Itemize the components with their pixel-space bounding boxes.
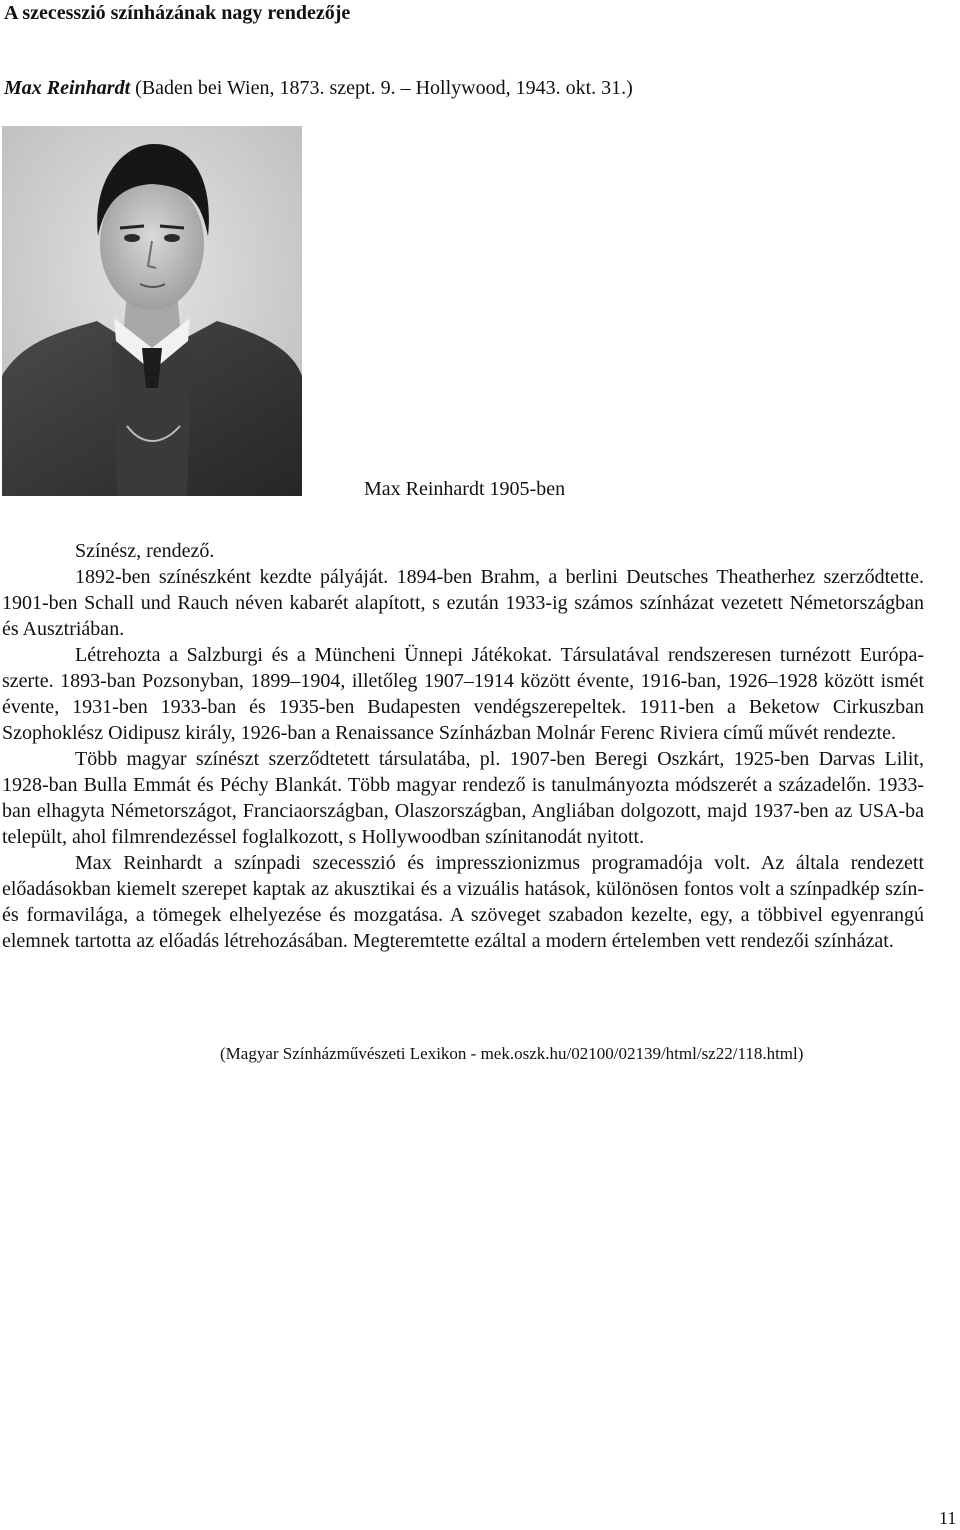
paragraph: Max Reinhardt a színpadi szecesszió és impresszionizmus programadója volt. Az általa rendezett előadásokban kiemelt szerepet kaptak az akusztikai és a vizuális hatások, különösen fontos volt a színpadkép szín- és formavilága, a tömegek elhelyezése és mozgatása. A szöveget szabadon kezelte, egy, a többivel egyenrangú elemnek tartotta az előadás létrehozásában. Megteremtette ezáltal a modern értelemben vett rendezői színházat. xyxy=(2,852,924,952)
page-number: 11 xyxy=(939,1508,957,1528)
photo-caption: Max Reinhardt 1905-ben xyxy=(364,478,566,500)
paragraph: Létrehozta a Salzburgi és a Müncheni Ünnepi Játékokat. Társulatával rendszeresen turnézott Európa-szerte. 1893-ban Pozsonyban, 1899–1904, illetőleg 1907–1914 között évente, 1916-ban, 1926–1928 között ismét évente, 1931-ben 1933-ban és 1935-ben Budapesten vendégszerepeltek. 1911-ben a Beketow Cirkuszban Szophoklész Oidipusz király, 1926-ban a Renaissance Színházban Molnár Ferenc Riviera című művét rendezte. xyxy=(2,644,924,744)
paragraph: Több magyar színészt szerződtetett társulatába, pl. 1907-ben Beregi Oszkárt, 1925-ben Darvas Lilit, 1928-ban Bulla Emmát és Péchy Blankát. Több magyar rendező is tanulmányozta módszerét a századelőn. 1933-ban elhagyta Németországot, Franciaországban, Olaszországban, Angliában dolgozott, majd 1937-ben az USA-ba települt, ahol filmrendezéssel foglalkozott, s Hollywoodban színitanodát nyitott. xyxy=(2,748,924,848)
portrait-illustration xyxy=(2,126,302,496)
portrait-photo xyxy=(2,126,302,496)
subtitle xyxy=(4,77,633,100)
subject-name: Max Reinhardt xyxy=(4,77,131,99)
paragraph: Színész, rendező. xyxy=(75,540,215,562)
article-body xyxy=(2,538,924,954)
subject-dates: (Baden bei Wien, 1873. szept. 9. – Hollywood, 1943. okt. 31.) xyxy=(130,77,633,99)
page-title: A szecesszió színházának nagy rendezője xyxy=(4,2,351,24)
source-citation: (Magyar Színházművészeti Lexikon - mek.oszk.hu/02100/02139/html/sz22/118.html) xyxy=(220,1044,804,1063)
paragraph: 1892-ben színészként kezdte pályáját. 1894-ben Brahm, a berlini Deutsches Theatherhez szerződtette. 1901-ben Schall und Rauch néven kabarét alapított, s ezután 1933-ig számos színházat vezetett Németországban és Ausztriában. xyxy=(2,566,924,640)
